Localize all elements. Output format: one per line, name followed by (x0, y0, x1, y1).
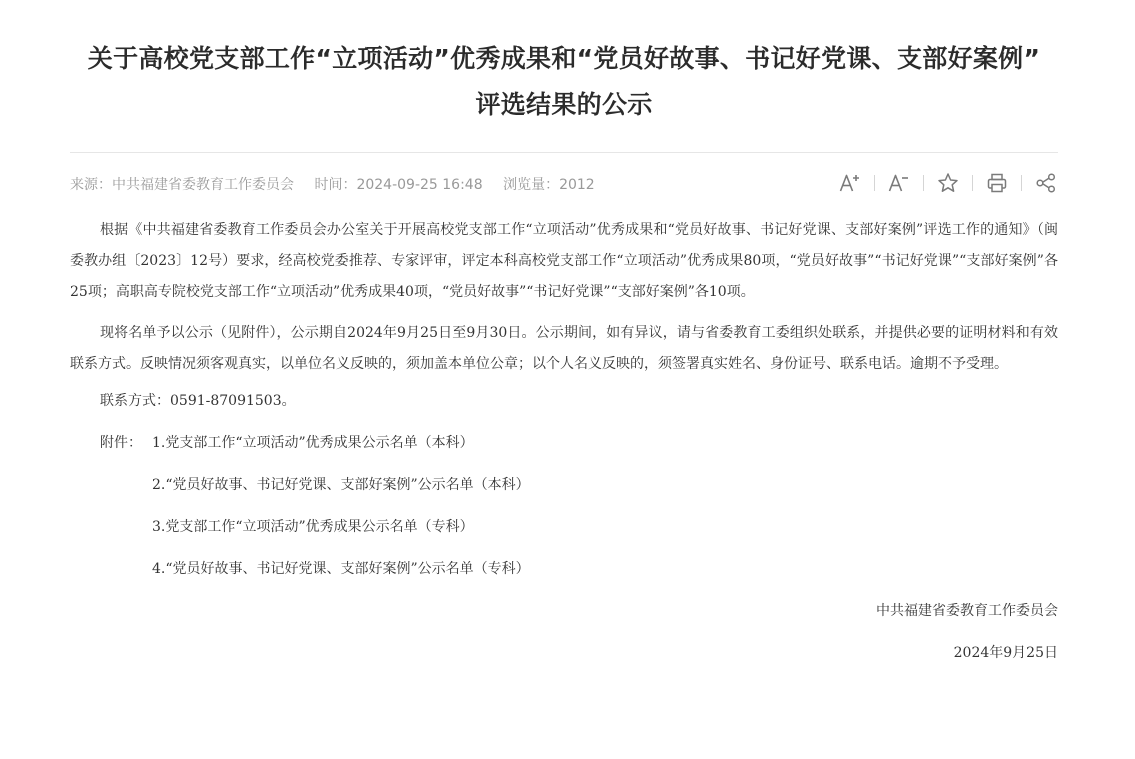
toolbar-separator (972, 175, 973, 191)
print-button[interactable] (985, 171, 1009, 195)
article-title-line1: 关于高校党支部工作“立项活动”优秀成果和“党员好故事、书记好党课、支部好案例” (87, 44, 1041, 73)
favorite-button[interactable] (936, 171, 960, 195)
signature-organization: 中共福建省委教育工作委员会 (876, 603, 1058, 619)
toolbar-separator (923, 175, 924, 191)
star-icon (937, 172, 959, 194)
article-meta (70, 174, 611, 194)
meta-time: 时间：2024-09-25 16:48 (314, 177, 483, 193)
font-increase-button[interactable] (838, 171, 862, 195)
toolbar-separator (874, 175, 875, 191)
attachment-link-3[interactable]: 3.党支部工作“立项活动”优秀成果公示名单（专科） (152, 519, 474, 535)
share-button[interactable] (1034, 171, 1058, 195)
paragraph-basis: 根据《中共福建省委教育工作委员会办公室关于开展高校党支部工作“立项活动”优秀成果和“党员好故事、书记好党课、支部好案例”评选工作的通知》（闽委教办组〔2023〕12号）要求，经高校党委推荐、专家评审，评定本科高校党支部工作“立项活动”优秀成果80项，“党员好故事”“书记好党课”“支部好案例”各25项；高职高专院校党支部工作“立项活动”优秀成果40项，“党员好故事”“书记好党课”“支部好案例”各10项。 (70, 222, 1058, 300)
font-decrease-icon (888, 173, 910, 193)
meta-views: 浏览量：2012 (503, 177, 595, 193)
meta-source: 来源：中共福建省委教育工作委员会 (70, 177, 294, 193)
attachment-item (70, 422, 1058, 464)
signature-date: 2024年9月25日 (953, 645, 1058, 661)
contact-info: 联系方式：0591-87091503。 (100, 393, 296, 409)
paragraph-publicity: 现将名单予以公示（见附件），公示期自2024年9月25日至9月30日。公示期间，如有异议，请与省委教育工委组织处联系，并提供必要的证明材料和有效联系方式。反映情况须客观真实，以单位名义反映的，须加盖本单位公章；以个人名义反映的，须签署真实姓名、身份证号、联系电话。逾期不予受理。 (70, 325, 1058, 372)
attachments-label: 附件： (100, 435, 142, 451)
article-title-line2: 评选结果的公示 (475, 90, 653, 119)
attachment-item (70, 548, 1058, 590)
attachment-item (70, 506, 1058, 548)
font-decrease-button[interactable] (887, 171, 911, 195)
printer-icon (986, 172, 1008, 194)
attachment-link-1[interactable]: 1.党支部工作“立项活动”优秀成果公示名单（本科） (152, 435, 474, 451)
article-toolbar (838, 170, 1058, 196)
article (70, 0, 1058, 674)
share-icon (1035, 172, 1057, 194)
font-increase-icon (839, 173, 861, 193)
article-body (70, 215, 1058, 674)
attachment-link-4[interactable]: 4.“党员好故事、书记好党课、支部好案例”公示名单（专科） (152, 561, 530, 577)
article-title (70, 0, 1058, 128)
attachment-item (70, 464, 1058, 506)
toolbar-separator (1021, 175, 1022, 191)
article-meta-bar (70, 153, 1058, 211)
attachment-link-2[interactable]: 2.“党员好故事、书记好党课、支部好案例”公示名单（本科） (152, 477, 530, 493)
